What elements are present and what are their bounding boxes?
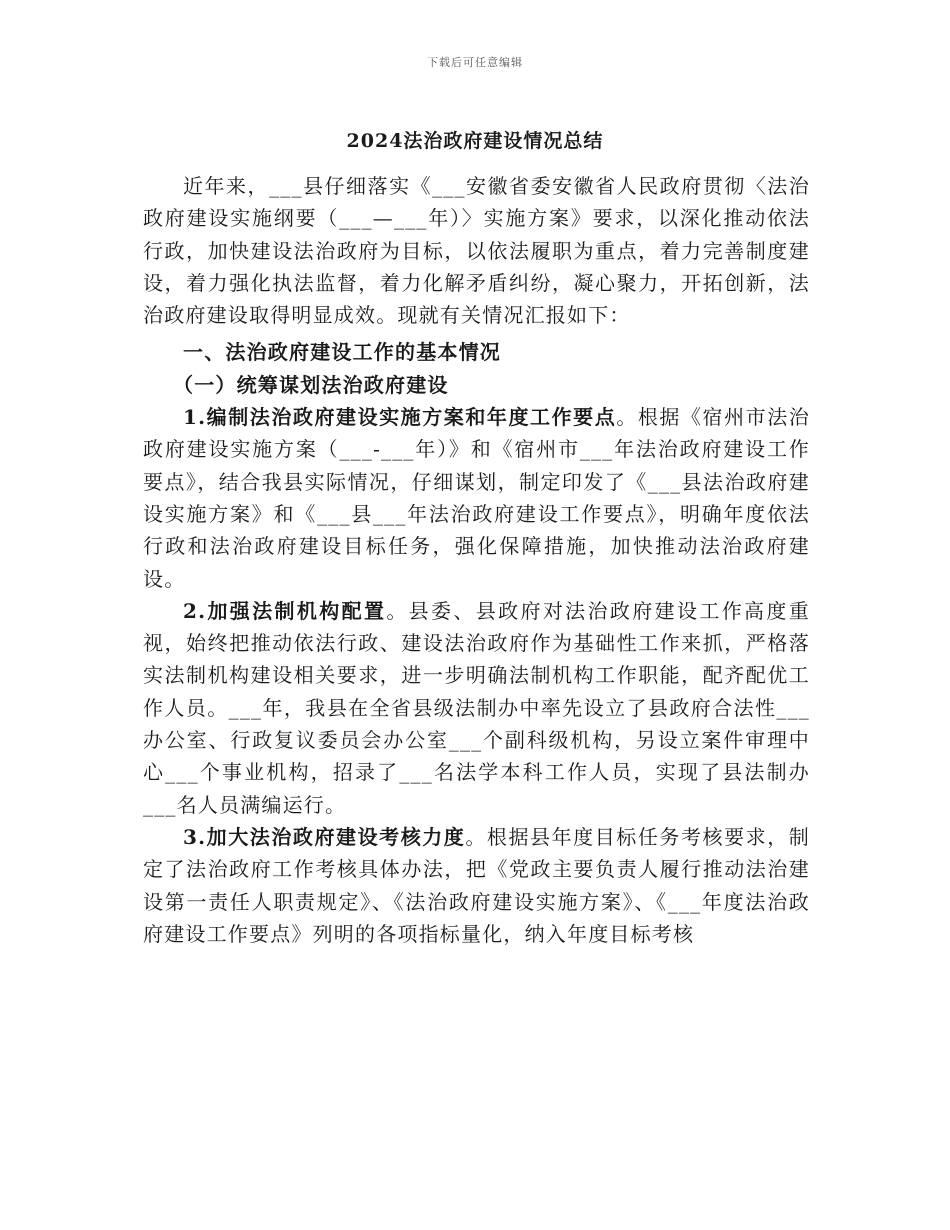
item-lead: 2.加强法制机构配置 xyxy=(183,598,387,623)
document-title: 2024法治政府建设情况总结 xyxy=(346,130,604,152)
item-lead: 3.加大法治政府建设考核力度 xyxy=(183,824,466,849)
subsection-heading: （一）统筹谋划法治政府建设 xyxy=(173,372,449,397)
item-paragraph-3 xyxy=(143,821,810,950)
header-note: 下载后可任意编辑 xyxy=(427,56,523,69)
item-lead: 1.编制法治政府建设实施方案和年度工作要点 xyxy=(183,405,617,430)
section-heading: 一、法治政府建设工作的基本情况 xyxy=(183,340,501,365)
item-text: 。根据《宿州市法治政府建设实施方案（___-___年）》和《宿州市___年法治政府建设工作要点》，结合我县实际情况，仔细谋划，制定印发了《___县法治政府建设实施方案》和《___县___年法治政府建设工作要点》，明确年度依法行政和法治政府建设目标任务，强化保障措施，加快推动法治政府建设。 xyxy=(143,405,810,591)
item-paragraph-1 xyxy=(143,401,810,595)
item-text: 。县委、县政府对法治政府建设工作高度重视，始终把推动依法行政、建设法治政府作为基础性工作来抓，严格落实法制机构建设相关要求，进一步明确法制机构工作职能，配齐配优工作人员。___年，我县在全省县级法制办中率先设立了县政府合法性___办公室、行政复议委员会办公室___个副科级机构，另设立案件审理中心___个事业机构，招录了___名法学本科工作人员，实现了县法制办___名人员满编运行。 xyxy=(143,598,810,817)
item-text: 。根据县年度目标任务考核要求，制定了法治政府工作考核具体办法，把《党政主要负责人履行推动法治建设第一责任人职责规定》、《法治政府建设实施方案》、《___年度法治政府建设工作要点》列明的各项指标量化，纳入年度目标考核 xyxy=(143,824,810,946)
document-body xyxy=(143,170,810,950)
intro-paragraph: 近年来，___县仔细落实《___安徽省委安徽省人民政府贯彻〈法治政府建设实施纲要（___—___年）〉实施方案》要求，以深化推动依法行政，加快建设法治政府为目标，以依法履职为重点，着力完善制度建设，着力强化执法监督，着力化解矛盾纠纷，凝心聚力，开拓创新，法治政府建设取得明显成效。现就有关情况汇报如下： xyxy=(143,174,810,328)
item-paragraph-2 xyxy=(143,595,810,821)
